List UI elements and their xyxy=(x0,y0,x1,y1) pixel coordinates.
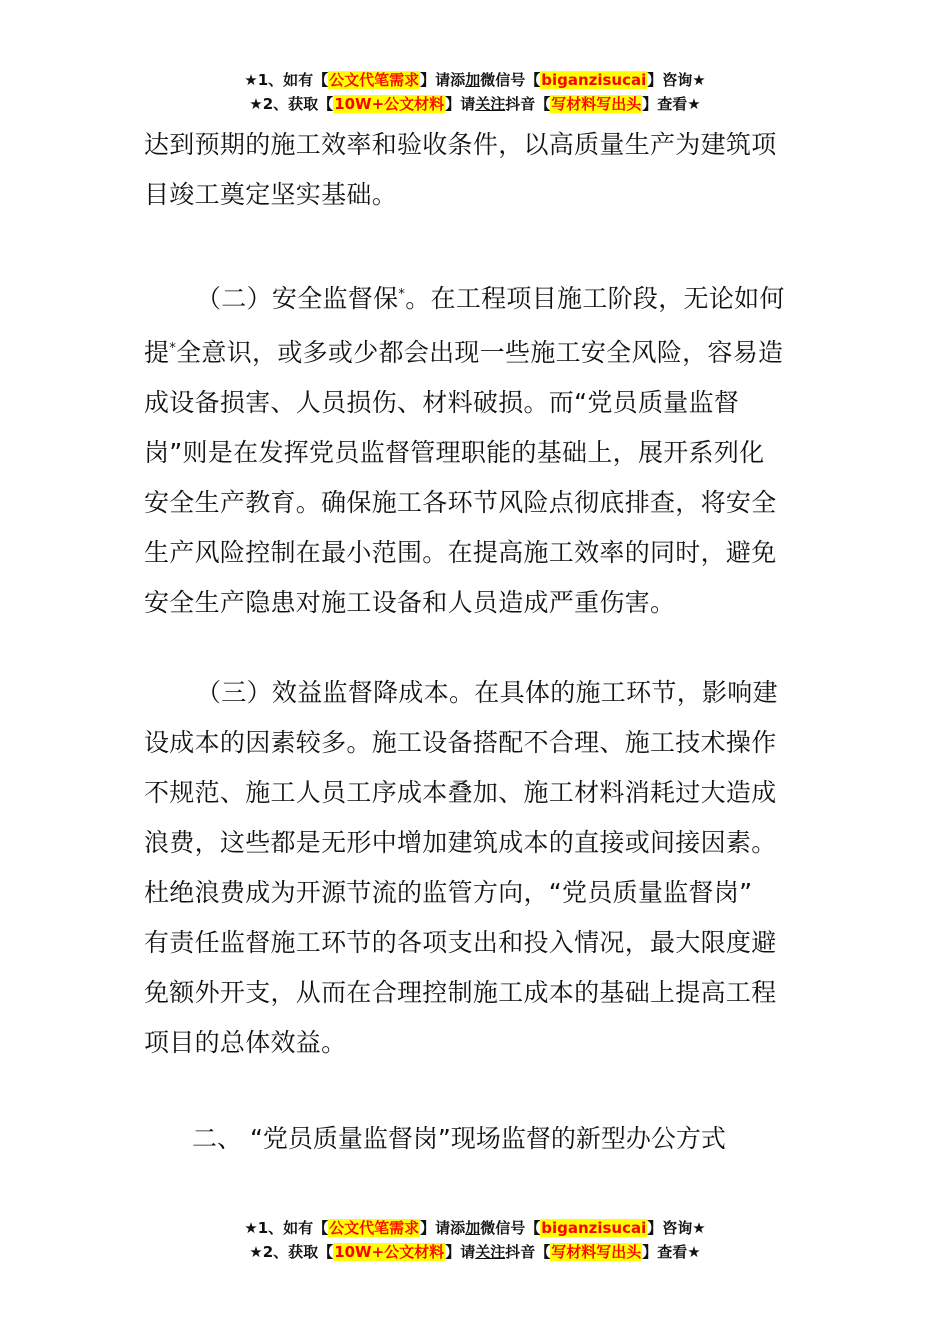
banner-text: 】查看★ xyxy=(642,95,701,113)
highlight-douyin: 写材料写出头 xyxy=(551,1243,642,1261)
banner-text: ★2、获取【 xyxy=(249,1243,334,1261)
highlight-wechat-id: biganzisucai xyxy=(541,1219,647,1237)
header-banner xyxy=(0,68,950,116)
banner-text: 】咨询★ xyxy=(647,1219,706,1237)
banner-text: 微信号【 xyxy=(480,71,541,89)
paragraph xyxy=(144,668,824,1068)
asterisk-mark: * xyxy=(398,287,406,302)
text-line: 设成本的因素较多。施工设备搭配不合理、施工技术操作 xyxy=(144,728,777,757)
text-line: （三）效益监督降成本。在具体的施工环节，影响建 xyxy=(196,678,778,707)
banner-line-1 xyxy=(0,68,950,92)
highlight-wechat-id: biganzisucai xyxy=(541,71,647,89)
text-line: 岗”则是在发挥党员监督管理职能的基础上，展开系列化 xyxy=(144,438,765,467)
banner-emphasis: 加 xyxy=(465,1219,481,1237)
text-line: 目竣工奠定坚实基础。 xyxy=(144,180,398,209)
banner-text: 】查看★ xyxy=(642,1243,701,1261)
text-line: 达到预期的施工效率和验收条件，以高质量生产为建筑项 xyxy=(144,130,777,159)
banner-text: 】请 xyxy=(445,1243,476,1261)
banner-text: 】请添 xyxy=(420,1219,466,1237)
text-line: 项目的总体效益。 xyxy=(144,1028,347,1057)
text-line: 有责任监督施工环节的各项支出和投入情况，最大限度避 xyxy=(144,928,777,957)
banner-text: ★1、如有【 xyxy=(244,71,329,89)
text-line: 浪费，这些都是无形中增加建筑成本的直接或间接因素。 xyxy=(144,828,777,857)
footer-banner xyxy=(0,1216,950,1264)
highlight-service: 公文代笔需求 xyxy=(329,1219,420,1237)
paragraph xyxy=(144,120,824,220)
section-heading: 二、 “党员质量监督岗”现场监督的新型办公方式 xyxy=(192,1124,726,1153)
banner-text: 】咨询★ xyxy=(647,71,706,89)
banner-text: ★2、获取【 xyxy=(249,95,334,113)
text-fragment: （二）安全监督保 xyxy=(196,284,399,313)
text-line: 生产风险控制在最小范围。在提高施工效率的同时，避免 xyxy=(144,538,777,567)
banner-text: 】请 xyxy=(445,95,476,113)
text-line: 安全生产隐患对施工设备和人员造成严重伤害。 xyxy=(144,588,676,617)
text-fragment: 。在工程项目施工阶段，无论如何 xyxy=(405,284,785,313)
text-line: 杜绝浪费成为开源节流的监管方向，“党员质量监督岗” xyxy=(144,878,753,907)
banner-emphasis: 关注 xyxy=(475,95,506,113)
text-fragment: 全意识，或多或少都会出现一些施工安全风险，容易造 xyxy=(176,338,784,367)
banner-line-2 xyxy=(0,1240,950,1264)
paragraph-cost-supervision xyxy=(144,668,824,1068)
text-line: 免额外开支，从而在合理控制施工成本的基础上提高工程 xyxy=(144,978,777,1007)
banner-line-1 xyxy=(0,1216,950,1240)
text-line xyxy=(144,324,824,378)
text-line: 安全生产教育。确保施工各环节风险点彻底排查，将安全 xyxy=(144,488,777,517)
text-line: 成设备损害、人员损伤、材料破损。而“党员质量监督 xyxy=(144,388,740,417)
paragraph-safety-supervision xyxy=(144,270,824,628)
paragraph-continuation xyxy=(144,120,824,220)
highlight-materials: 10W+公文材料 xyxy=(334,1243,445,1261)
banner-emphasis: 关注 xyxy=(475,1243,506,1261)
text-line: 不规范、施工人员工序成本叠加、施工材料消耗过大造成 xyxy=(144,778,777,807)
highlight-service: 公文代笔需求 xyxy=(329,71,420,89)
paragraph xyxy=(144,270,824,628)
banner-text: 抖音【 xyxy=(505,1243,551,1261)
banner-text: 抖音【 xyxy=(505,95,551,113)
banner-line-2 xyxy=(0,92,950,116)
text-fragment: 提 xyxy=(144,338,170,367)
highlight-materials: 10W+公文材料 xyxy=(334,95,445,113)
banner-text: ★1、如有【 xyxy=(244,1219,329,1237)
text-line xyxy=(144,270,824,324)
asterisk-mark: * xyxy=(169,341,177,356)
banner-emphasis: 加 xyxy=(465,71,481,89)
banner-text: 微信号【 xyxy=(480,1219,541,1237)
banner-text: 】请添 xyxy=(420,71,466,89)
highlight-douyin: 写材料写出头 xyxy=(551,95,642,113)
